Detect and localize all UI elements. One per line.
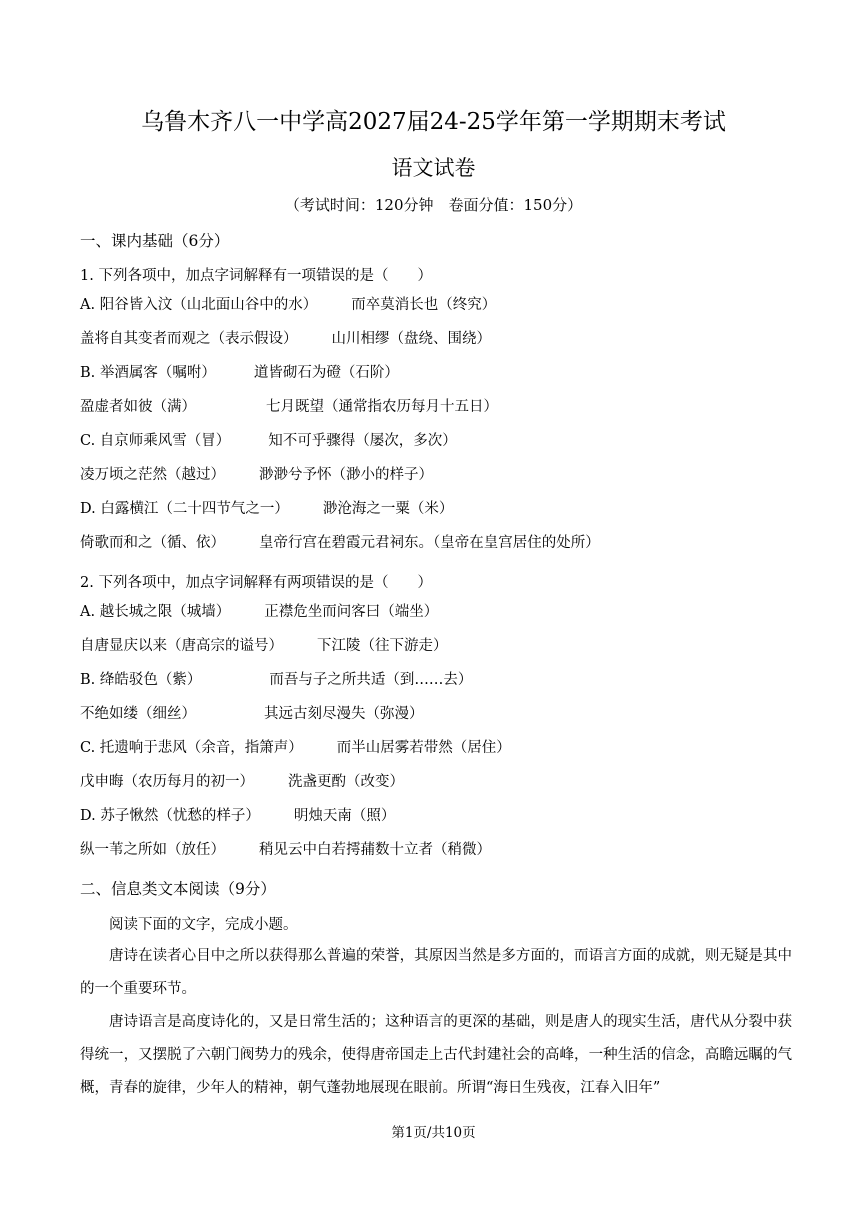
q2-b3: 不绝如缕（细丝） <box>80 706 196 722</box>
q2-option-c-row1 <box>80 736 511 757</box>
question-2-stem: 2. 下列各项中，加点字词解释有两项错误的是（ ） <box>80 575 432 591</box>
q2-c4: 洗盏更酌（改变） <box>288 774 404 790</box>
q2-a2: 正襟危坐而问客曰（端坐） <box>264 604 439 620</box>
q1-option-d-row1 <box>80 497 453 518</box>
q1-a1: A. 阳谷皆入汶（山北面山谷中的水） <box>80 297 318 313</box>
q1-d4: 皇帝行宫在碧霞元君祠东。（皇帝在皇宫居住的处所） <box>259 535 600 551</box>
exam-info: （考试时间：120分钟 卷面分值：150分） <box>284 196 583 214</box>
reading-intro: 阅读下面的文字，完成小题。 <box>109 917 298 933</box>
q2-option-b-row1 <box>80 668 472 689</box>
q2-option-a-row1 <box>80 600 438 621</box>
q2-d1: D. 苏子愀然（忧愁的样子） <box>80 808 260 824</box>
q1-a3: 盖将自其变者而观之（表示假设） <box>80 331 298 347</box>
q2-d3: 纵一苇之所如（放任） <box>80 842 225 858</box>
q2-c1: C. 托遗响于悲风（余音，指箫声） <box>80 740 303 756</box>
q2-a4: 下江陵（往下游走） <box>317 638 448 654</box>
q2-a1: A. 越长城之限（城墙） <box>80 604 231 620</box>
q1-option-c-row1 <box>80 429 457 450</box>
q1-b3: 盈虚者如彼（满） <box>80 399 196 415</box>
q1-d3: 倚歌而和之（循、依） <box>80 535 225 551</box>
reading-paragraph-1: 唐诗在读者心目中之所以获得那么普遍的荣誉，其原因当然是多方面的，而语言方面的成就，则无疑是其中的一个重要环节。 <box>80 948 792 997</box>
q1-option-c-row2 <box>80 463 433 484</box>
q2-d2: 明烛天南（照） <box>293 808 396 824</box>
q2-b1: B. 绛皓驳色（紫） <box>80 672 202 688</box>
q1-option-b-row1 <box>80 361 399 382</box>
reading-paragraph-2: 唐诗语言是高度诗化的，又是日常生活的；这种语言的更深的基础，则是唐人的现实生活，唐代从分裂中获得统一，又摆脱了六朝门阀势力的残余，使得唐帝国走上古代封建社会的高峰，一种生活的信念，高瞻远瞩的气概，青春的旋律，少年人的精神，朝气蓬勃地展现在眼前。所谓“海日生残夜，江春入旧年” <box>80 1014 792 1096</box>
q1-d2: 渺沧海之一粟（米） <box>322 501 454 517</box>
q1-option-b-row2 <box>80 395 498 416</box>
q2-c3: 戊申晦（农历每月的初一） <box>80 774 254 790</box>
q1-c4: 渺渺兮予怀（渺小的样子） <box>259 467 433 483</box>
q1-option-d-row2 <box>80 531 600 552</box>
page-footer: 第1页/共10页 <box>391 1125 476 1141</box>
q1-option-a-row2 <box>80 327 491 348</box>
q1-option-a-row1 <box>80 293 496 314</box>
exam-title: 乌鲁木齐八一中学高2027届24-25学年第一学期期末考试 <box>141 109 726 135</box>
q1-b1: B. 举酒属客（嘱咐） <box>80 365 216 381</box>
q2-d4: 稍见云中白若摴蒱数十立者（稍微） <box>259 842 491 858</box>
q1-a2: 而卒莫消长也（终究） <box>351 297 497 313</box>
q2-option-b-row2 <box>80 702 424 723</box>
exam-subtitle: 语文试卷 <box>391 156 476 180</box>
q2-b2: 而吾与子之所共适（到……去） <box>269 672 473 688</box>
q2-c2: 而半山居雾若带然（居住） <box>336 740 511 756</box>
q1-c1: C. 自京师乘风雪（冒） <box>80 433 231 449</box>
q2-b4: 其远古刻尽漫失（弥漫） <box>264 706 424 722</box>
q1-b4: 七月既望（通常指农历每月十五日） <box>266 399 498 415</box>
q1-a4: 山川相缪（盘绕、围绕） <box>331 331 491 347</box>
q1-d1: D. 白露横江（二十四节气之一） <box>80 501 289 517</box>
q2-a3: 自唐显庆以来（唐高宗的谥号） <box>80 638 283 654</box>
q1-c3: 凌万顷之茫然（越过） <box>80 467 225 483</box>
q2-option-c-row2 <box>80 770 404 791</box>
q1-b2: 道皆砌石为磴（石阶） <box>253 365 399 381</box>
q1-c2: 知不可乎骤得（屡次，多次） <box>268 433 457 449</box>
q2-option-d-row2 <box>80 838 491 859</box>
q2-option-d-row1 <box>80 804 395 825</box>
section-heading-2: 二、信息类文本阅读（9分） <box>80 880 276 898</box>
question-1-stem: 1. 下列各项中，加点字词解释有一项错误的是（ ） <box>80 268 432 284</box>
q2-option-a-row2 <box>80 634 448 655</box>
section-heading-1: 一、课内基础（6分） <box>80 232 230 250</box>
